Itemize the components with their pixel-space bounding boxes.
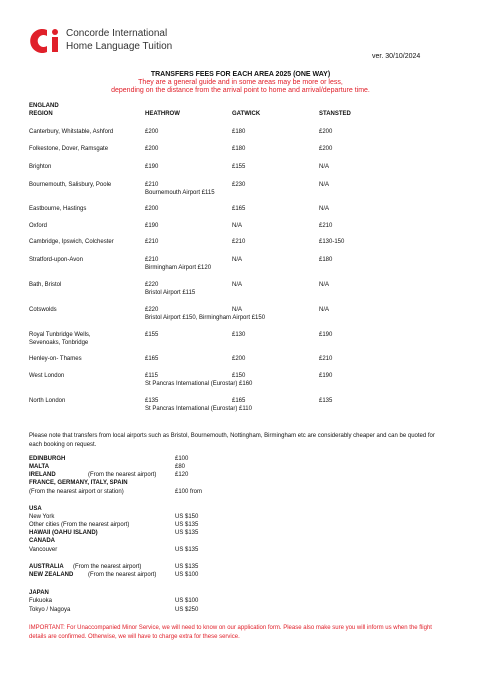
dest-newzealand-price: US $100 <box>175 572 199 578</box>
row-heathrow: £115 <box>145 373 158 379</box>
row-region: Stratford-upon-Avon <box>29 257 83 263</box>
row-region: Canterbury, Whitstable, Ashford <box>29 129 114 135</box>
row-stansted: £190 <box>319 332 333 338</box>
row-airport-note: St Pancras International (Eurostar) £110 <box>145 406 252 412</box>
row-region: Brighton <box>29 164 52 170</box>
row-stansted: £135 <box>319 398 333 404</box>
dest-canada: CANADA <box>29 538 55 544</box>
row-stansted: N/A <box>319 282 330 288</box>
dest-edinburgh-price: £100 <box>175 456 189 462</box>
dest-europe-note: (From the nearest airport or station) <box>29 489 124 495</box>
row-region: Oxford <box>29 223 48 229</box>
dest-malta-price: £80 <box>175 464 186 470</box>
row-gatwick: £165 <box>232 206 246 212</box>
row-heathrow: £210 <box>145 239 159 245</box>
row-gatwick: £165 <box>232 398 246 404</box>
row-stansted: £130-150 <box>319 239 345 245</box>
dest-ireland-price: £120 <box>175 472 189 478</box>
brand-tagline: Home Language Tuition <box>66 41 173 52</box>
dest-europe: FRANCE, GERMANY, ITALY, SPAIN <box>29 480 128 486</box>
dest-fukuoka-price: US $100 <box>175 598 199 604</box>
dest-malta: MALTA <box>29 464 50 470</box>
row-region: Cotswolds <box>29 307 57 313</box>
row-heathrow: £135 <box>145 398 159 404</box>
row-region: Bournemouth, Salisbury, Poole <box>29 182 112 188</box>
dest-australia-price: US $135 <box>175 564 199 570</box>
row-gatwick: £180 <box>232 146 246 152</box>
dest-vancouver-price: US $135 <box>175 547 199 553</box>
row-stansted: N/A <box>319 206 330 212</box>
row-stansted: N/A <box>319 164 330 170</box>
row-gatwick: £210 <box>232 239 246 245</box>
dest-tokyo-price: US $250 <box>175 607 199 613</box>
row-region: Royal Tunbridge Wells, <box>29 332 91 338</box>
row-gatwick: £200 <box>232 356 246 362</box>
row-region: Bath, Bristol <box>29 282 62 288</box>
row-region-line2: Sevenoaks, Tonbridge <box>29 340 89 346</box>
row-gatwick: N/A <box>232 257 243 263</box>
row-region: Folkestone, Dover, Ramsgate <box>29 146 109 152</box>
row-heathrow: £220 <box>145 282 159 288</box>
dest-usa: USA <box>29 506 42 512</box>
row-airport-note: Bournemouth Airport £115 <box>145 190 215 196</box>
row-stansted: £210 <box>319 223 333 229</box>
row-gatwick: £180 <box>232 129 246 135</box>
local-airports-note: Please note that transfers from local airports such as Bristol, Bournemouth, Nottingham, Birmingham etc are considerably cheaper and can be quoted for each booking on request. <box>29 433 435 448</box>
row-gatwick: £150 <box>232 373 246 379</box>
row-airport-note: St Pancras International (Eurostar) £160 <box>145 381 253 387</box>
document-title: TRANSFERS FEES FOR EACH AREA 2025 (ONE WAY) <box>150 71 331 78</box>
row-gatwick: N/A <box>232 282 243 288</box>
row-stansted: £190 <box>319 373 333 379</box>
row-gatwick: £230 <box>232 182 246 188</box>
dest-japan: JAPAN <box>29 590 49 596</box>
row-region: Henley-on- Thames <box>29 356 82 362</box>
header-stansted: STANSTED <box>319 111 351 117</box>
dest-fukuoka: Fukuoka <box>29 598 53 604</box>
version-label: ver. 30/10/2024 <box>372 53 421 60</box>
subtitle-line-1: They are a general guide and in some areas may be more or less, <box>138 79 343 86</box>
row-heathrow: £220 <box>145 307 159 313</box>
row-stansted: £200 <box>319 146 333 152</box>
header-region: REGION <box>29 111 53 117</box>
dest-hawaii: HAWAII (OAHU ISLAND) <box>29 530 98 536</box>
dest-othercities-price: US $135 <box>175 522 199 528</box>
row-stansted: £180 <box>319 257 333 263</box>
row-gatwick: N/A <box>232 223 243 229</box>
row-airport-note: Birmingham Airport £120 <box>145 265 212 271</box>
row-heathrow: £210 <box>145 182 159 188</box>
dest-newyork: New York <box>29 514 55 520</box>
row-heathrow: £200 <box>145 129 159 135</box>
company-logo <box>28 27 62 55</box>
row-region: Eastbourne, Hastings <box>29 206 87 212</box>
dest-vancouver: Vancouver <box>29 547 58 553</box>
dest-australia-note: (From the nearest airport) <box>73 564 142 570</box>
row-airport-note: Bristol Airport £150, Birmingham Airport £150 <box>145 315 266 321</box>
row-heathrow: £165 <box>145 356 159 362</box>
row-region: North London <box>29 398 66 404</box>
dest-othercities: Other cities (From the nearest airport) <box>29 522 130 528</box>
row-gatwick: N/A <box>232 307 243 313</box>
row-region: West London <box>29 373 65 379</box>
row-gatwick: £155 <box>232 164 246 170</box>
row-heathrow: £190 <box>145 223 159 229</box>
row-airport-note: Bristol Airport £115 <box>145 290 196 296</box>
dest-newzealand: NEW ZEALAND <box>29 572 74 578</box>
subtitle-line-2: depending on the distance from the arrival point to home and arrival/departure time. <box>111 87 370 94</box>
dest-ireland-note: (From the nearest airport) <box>88 472 157 478</box>
row-heathrow: £200 <box>145 206 159 212</box>
header-england: ENGLAND <box>29 103 59 109</box>
row-stansted: N/A <box>319 182 330 188</box>
row-gatwick: £130 <box>232 332 246 338</box>
header-heathrow: HEATHROW <box>145 111 180 117</box>
row-heathrow: £190 <box>145 164 159 170</box>
dest-tokyo: Tokyo / Nagoya <box>29 607 71 613</box>
dest-europe-price: £100 from <box>175 489 203 495</box>
row-region: Cambridge, Ipswich, Colchester <box>29 239 114 245</box>
dest-australia: AUSTRALIA <box>29 564 64 570</box>
dest-edinburgh: EDINBURGH <box>29 456 66 462</box>
row-stansted: £210 <box>319 356 333 362</box>
dest-ireland: IRELAND <box>29 472 56 478</box>
brand-name: Concorde International <box>66 28 168 39</box>
dest-hawaii-price: US $135 <box>175 530 199 536</box>
row-stansted: £200 <box>319 129 333 135</box>
row-heathrow: £155 <box>145 332 159 338</box>
dest-newyork-price: US $150 <box>175 514 199 520</box>
dest-newzealand-note: (From the nearest airport) <box>88 572 157 578</box>
row-heathrow: £210 <box>145 257 159 263</box>
row-heathrow: £200 <box>145 146 159 152</box>
header-gatwick: GATWICK <box>232 111 261 117</box>
important-notice: IMPORTANT: For Unaccompanied Minor Service, we will need to know on our application form. Please also make sure you will inform us when the flight details are confirmed. Otherwise, we will have to charge extra for these service. <box>29 625 432 640</box>
row-stansted: N/A <box>319 307 330 313</box>
